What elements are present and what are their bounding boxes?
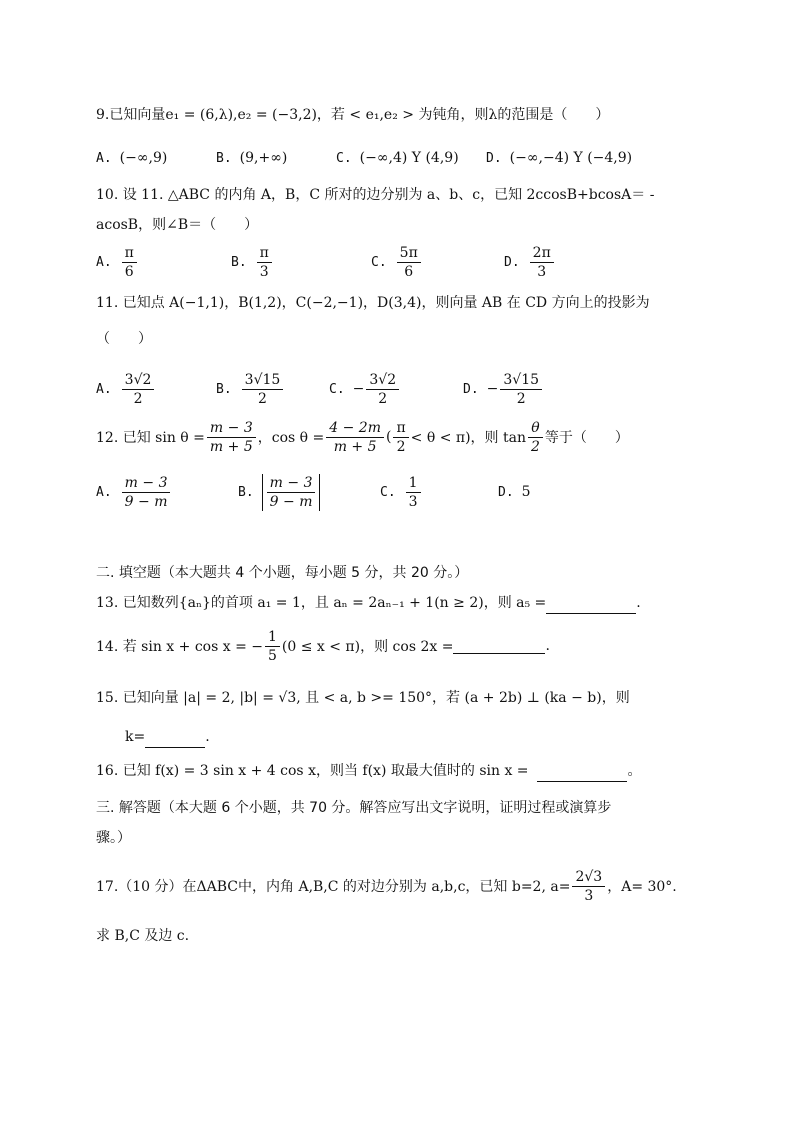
fraction: $\frac{3√2}{2}$ [366,371,399,408]
q12-option-c: C. $\frac{1}{3}$ [380,470,423,514]
q11-line-1: 11. 已知点 A(−1,1)，B(1,2)，C(−2,−1)，D(3,4)，则向量 AB 在 CD 方向上的投影为 [96,295,650,311]
q12-option-b: B. $\frac{m - 3}{9 - m}$ [238,470,320,514]
fraction: $\frac{2√3}{3}$ [572,868,605,905]
fraction: $\frac{1}{5}$ [265,628,280,665]
q13: 13. 已知数列{aₙ}的首项 a₁ = 1，且 aₙ = 2aₙ₋₁ + 1(n ≥ 2)，则 a₅ = . [96,592,641,614]
fraction: $\frac{\pi}{6}$ [122,244,137,281]
q9-option-b: B. (9,+∞) [216,150,288,166]
answer-blank [453,639,545,654]
q11-option-b: B. $\frac{3√15}{2}$ [216,367,285,411]
fraction: $\frac{\pi}{3}$ [257,244,272,281]
q12-text-5: 等于（ ） [544,430,629,446]
fraction: $\frac{2\pi}{3}$ [530,244,554,281]
answer-blank [546,599,636,614]
q12-text-1: 12. 已知 sin θ = [96,430,205,446]
q10-line-1: 10. 设 11. △ABC 的内角 A，B，C 所对的边分别为 a、b、c，已知 2ccosB+bcosA＝ - [96,187,655,203]
answer-blank [145,733,205,748]
q12-text-3: ( [385,429,392,445]
q9-stem: 9.已知向量e₁ = (6,λ),e₂ = (−3,2)，若 < e₁,e₂ > 为钝角，则λ的范围是（ ） [96,107,610,123]
q17-line-2: 求 B,C 及边 c. [96,928,190,944]
q12-text-4: < θ < π)，则 tan [410,430,526,446]
absolute-value [262,474,321,511]
fraction: $\frac{1}{3}$ [406,474,421,511]
section-3-heading-line-2: 骤。） [96,830,131,846]
fraction: $\frac{3√2}{2}$ [122,371,155,408]
q10-line-2: acosB，则∠B＝（ ） [96,217,259,233]
fraction: $\frac{5\pi}{6}$ [397,244,421,281]
q10-option-a: A. $\frac{\pi}{6}$ [96,240,139,284]
fraction: $\frac{3√15}{2}$ [242,371,284,408]
q11-option-c: C. − $\frac{3√2}{2}$ [329,367,401,411]
q10-option-b: B. $\frac{\pi}{3}$ [231,240,274,284]
q11-line-2: （ ） [96,331,152,347]
q10-option-d: D. $\frac{2\pi}{3}$ [504,240,556,284]
section-3-heading-line-1: 三. 解答题（本大题 6 个小题，共 70 分。解答应写出文字说明，证明过程或演算步 [96,800,612,816]
fraction: $\frac{m - 3}{9 - m}$ [267,474,316,511]
q15-line-2: k= . [125,726,210,748]
answer-blank [537,767,627,782]
q17: 17.（10 分）在ΔABC中，内角 A,B,C 的对边分别为 a,b,c，已知 b=2, a= $\frac{2√3}{3}$ ，A= 30°. [96,868,677,904]
fraction: $\frac{\pi}{2}$ [393,419,408,456]
q9-option-c: C. (−∞,4) Y (4,9) [336,150,459,166]
q12-text-2: ，cos θ = [257,430,325,446]
fraction: $\frac{m - 3}{9 - m}$ [122,474,171,511]
q9-option-d: D. (−∞,−4) Y (−4,9) [486,150,633,166]
q15-line-1: 15. 已知向量 |a| = 2, |b| = √3, 且 < a, b >= 150°，若 (a + 2b) ⊥ (ka − b)，则 [96,690,630,706]
q16: 16. 已知 f(x) = 3 sin x + 4 cos x，则当 f(x) 取最大值时的 sin x = 。 [96,760,641,782]
q12-option-d: D. 5 [498,484,531,500]
q10-option-c: C. $\frac{5\pi}{6}$ [371,240,423,284]
q12-stem [96,415,736,459]
fraction: $\frac{4 - 2m}{m + 5}$ [326,419,384,456]
q11-option-a: A. $\frac{3√2}{2}$ [96,367,156,411]
fraction: $\frac{3√15}{2}$ [500,371,542,408]
fraction: $\frac{\theta}{2}$ [528,419,543,456]
section-2-heading: 二. 填空题（本大题共 4 个小题，每小题 5 分，共 20 分。） [96,565,469,581]
q12-option-a: A. $\frac{m - 3}{9 - m}$ [96,470,172,514]
fraction: $\frac{m - 3}{m + 5}$ [207,419,256,456]
q11-option-d: D. − $\frac{3√15}{2}$ [463,367,544,411]
q14: 14. 若 sin x + cos x = − $\frac{1}{5}$ (0 ≤ x < π)，则 cos 2x = . [96,628,550,664]
q9-option-a: A. (−∞,9) [96,150,168,166]
